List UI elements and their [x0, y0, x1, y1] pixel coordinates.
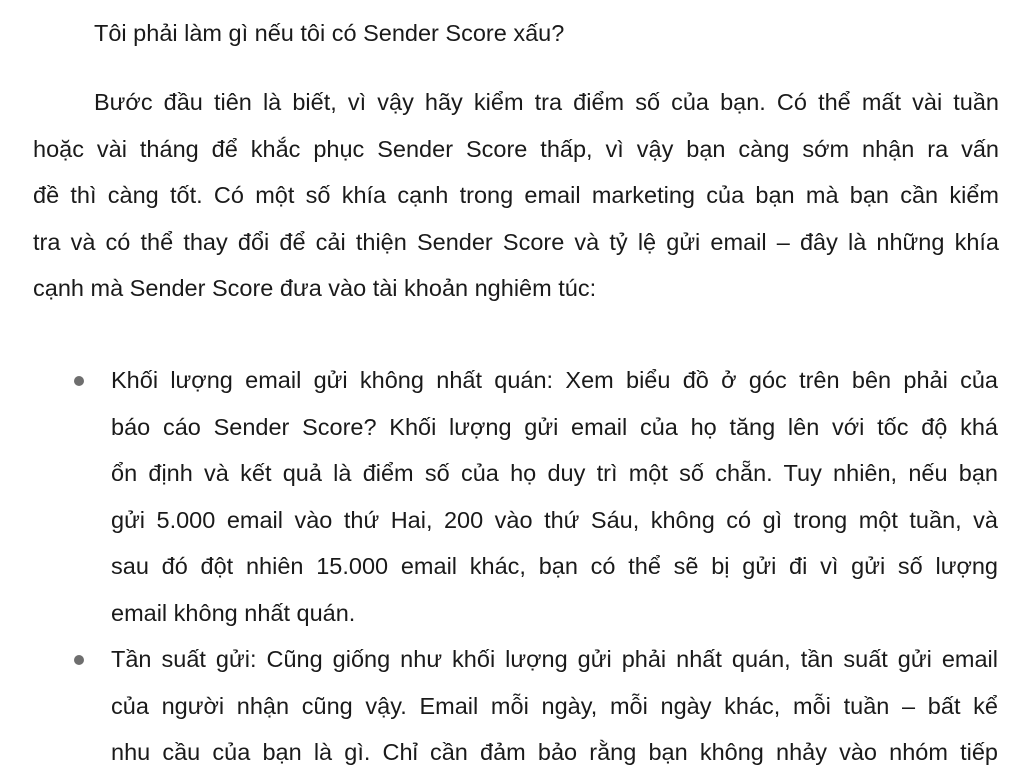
bullet-line: ổn định và kết quả là điểm số của họ duy trì một số chẵn. Tuy nhiên, nếu bạn: [111, 460, 998, 486]
bullet-line: gửi 5.000 email vào thứ Hai, 200 vào thứ Sáu, không có gì trong một tuần, và: [111, 506, 998, 533]
bullet-line: Tần suất gửi: Cũng giống như khối lượng gửi phải nhất quán, tần suất gửi email: [111, 646, 998, 672]
bullet-dot-icon: [74, 655, 84, 665]
bullet-item-sending-frequency: [0, 636, 1024, 776]
bullet-list: [0, 357, 1024, 776]
bullet-item-inconsistent-volume: [0, 357, 1024, 636]
question-heading: Tôi phải làm gì nếu tôi có Sender Score xấu?: [94, 20, 565, 46]
bullet-text: [111, 357, 998, 636]
intro-line: hoặc vài tháng để khắc phục Sender Score thấp, vì vậy bạn càng sớm nhận ra vấn: [33, 135, 999, 162]
intro-line: Bước đầu tiên là biết, vì vậy hãy kiểm tra điểm số của bạn. Có thể mất vài tuần: [94, 89, 999, 115]
bullet-line: sau đó đột nhiên 15.000 email khác, bạn có thể sẽ bị gửi đi vì gửi số lượng: [111, 553, 998, 579]
bullet-line: của người nhận cũng vậy. Email mỗi ngày, mỗi ngày khác, mỗi tuần – bất kể: [111, 692, 998, 719]
intro-paragraph: [33, 79, 999, 312]
bullet-line: email không nhất quán.: [111, 599, 356, 626]
bullet-dot-icon: [74, 376, 84, 386]
intro-line: đề thì càng tốt. Có một số khía cạnh trong email marketing của bạn mà bạn cần kiểm: [33, 182, 999, 208]
bullet-line: Khối lượng email gửi không nhất quán: Xem biểu đồ ở góc trên bên phải của: [111, 367, 998, 393]
intro-line: cạnh mà Sender Score đưa vào tài khoản nghiêm túc:: [33, 275, 597, 301]
bullet-text: [111, 636, 998, 776]
bullet-line: nhu cầu của bạn là gì. Chỉ cần đảm bảo rằng bạn không nhảy vào nhóm tiếp: [111, 739, 998, 765]
bullet-line: báo cáo Sender Score? Khối lượng gửi email của họ tăng lên với tốc độ khá: [111, 413, 998, 440]
intro-line: tra và có thể thay đổi để cải thiện Sender Score và tỷ lệ gửi email – đây là những khía: [33, 228, 999, 255]
